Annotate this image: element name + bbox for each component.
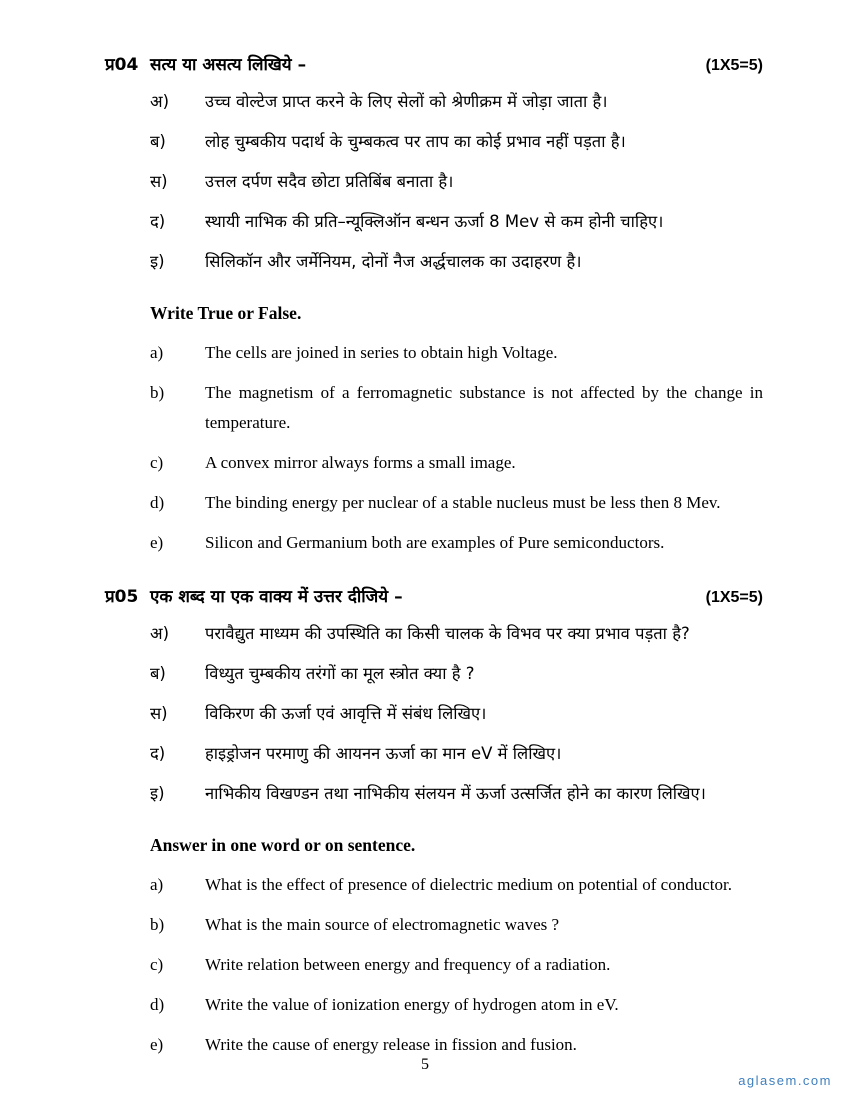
question-item (150, 910, 763, 940)
item-label: ब) (150, 132, 166, 151)
question-item (150, 127, 763, 157)
section-heading: Write True or False. (150, 303, 302, 323)
page-content (105, 52, 763, 1086)
question-item (150, 338, 763, 368)
item-label: इ) (150, 252, 165, 271)
item-text: उत्तल दर्पण सदैव छोटा प्रतिबिंब बनाता है। (205, 172, 454, 191)
question-item (150, 378, 763, 438)
item-label: d) (150, 995, 165, 1014)
question-item (150, 990, 763, 1020)
item-label: c) (150, 453, 164, 472)
question-item (150, 488, 763, 518)
item-text: विकिरण की ऊर्जा एवं आवृत्ति में संबंध लिखिए। (205, 704, 487, 723)
item-text: सिलिकॉन और जर्मेनियम, दोनों नैज अर्द्धचालक का उदाहरण है। (205, 252, 582, 271)
question-item (150, 207, 763, 237)
question-item (150, 950, 763, 980)
question-4-header (105, 52, 763, 75)
question-item (150, 779, 763, 809)
question-5 (105, 584, 763, 1060)
question-item (150, 699, 763, 729)
question-item (150, 870, 763, 900)
item-label: e) (150, 533, 164, 552)
question-item (150, 167, 763, 197)
item-label: d) (150, 493, 165, 512)
item-label: b) (150, 915, 165, 934)
question-number: प्र05 (105, 587, 139, 607)
item-text: नाभिकीय विखण्डन तथा नाभिकीय संलयन में ऊर्जा उत्सर्जित होने का कारण लिखिए। (205, 784, 706, 803)
question-5-header (105, 584, 763, 607)
question-5-hindi-items (105, 619, 763, 809)
item-label: e) (150, 1035, 164, 1054)
item-text: उच्च वोल्टेज प्राप्त करने के लिए सेलों को श्रेणीक्रम में जोड़ा जाता है। (205, 92, 608, 111)
item-label: a) (150, 875, 164, 894)
question-item (150, 247, 763, 277)
question-item (150, 659, 763, 689)
question-item (150, 528, 763, 558)
item-label: इ) (150, 784, 165, 803)
item-text: Write the cause of energy release in fission and fusion. (205, 1035, 577, 1054)
page-number: 5 (421, 1056, 429, 1073)
question-item (150, 739, 763, 769)
item-label: द) (150, 212, 166, 231)
item-text: The cells are joined in series to obtain high Voltage. (205, 343, 558, 362)
item-text: Write relation between energy and frequency of a radiation. (205, 955, 611, 974)
item-text: The binding energy per nuclear of a stable nucleus must be less then 8 Mev. (205, 493, 721, 512)
item-label: स) (150, 704, 168, 723)
question-item (150, 448, 763, 478)
section-heading: Answer in one word or on sentence. (150, 835, 416, 855)
question-title: एक शब्द या एक वाक्य में उत्तर दीजिये – (150, 587, 403, 607)
item-label: c) (150, 955, 164, 974)
question-item (150, 87, 763, 117)
item-label: b) (150, 383, 165, 402)
item-text: परावैद्युत माध्यम की उपस्थिति का किसी चालक के विभव पर क्या प्रभाव पड़ता है? (205, 624, 690, 643)
item-text: What is the main source of electromagnetic waves ? (205, 915, 560, 934)
question-5-english-items (105, 870, 763, 1060)
item-text: स्थायी नाभिक की प्रति–न्यूक्लिऑन बन्धन ऊर्जा 8 Mev से कम होनी चाहिए। (205, 212, 664, 231)
item-text: लोह चुम्बकीय पदार्थ के चुम्बकत्व पर ताप का कोई प्रभाव नहीं पड़ता है। (205, 132, 626, 151)
item-text: हाइड्रोजन परमाणु की आयनन ऊर्जा का मान eV में लिखिए। (205, 744, 562, 763)
question-marks: (1X5=5) (705, 589, 763, 606)
item-text: Write the value of ionization energy of hydrogen atom in eV. (205, 995, 619, 1014)
item-text: विध्युत चुम्बकीय तरंगों का मूल स्त्रोत क्या है ? (205, 664, 475, 683)
item-label: अ) (150, 624, 170, 643)
watermark: aglasem.com (738, 1073, 832, 1088)
question-4-english-items (105, 338, 763, 558)
item-label: स) (150, 172, 168, 191)
question-4 (105, 52, 763, 558)
item-label: अ) (150, 92, 170, 111)
item-label: द) (150, 744, 166, 763)
item-text: A convex mirror always forms a small image. (205, 453, 516, 472)
question-marks: (1X5=5) (705, 57, 763, 74)
item-text: The magnetism of a ferromagnetic substance is not affected by the change in temperature. (205, 383, 763, 432)
item-text: Silicon and Germanium both are examples of Pure semiconductors. (205, 533, 665, 552)
question-title: सत्य या असत्य लिखिये – (150, 55, 307, 75)
item-label: ब) (150, 664, 166, 683)
item-label: a) (150, 343, 164, 362)
question-item (150, 619, 763, 649)
item-text: What is the effect of presence of dielectric medium on potential of conductor. (205, 875, 732, 894)
question-4-hindi-items (105, 87, 763, 277)
question-number: प्र04 (105, 55, 139, 75)
